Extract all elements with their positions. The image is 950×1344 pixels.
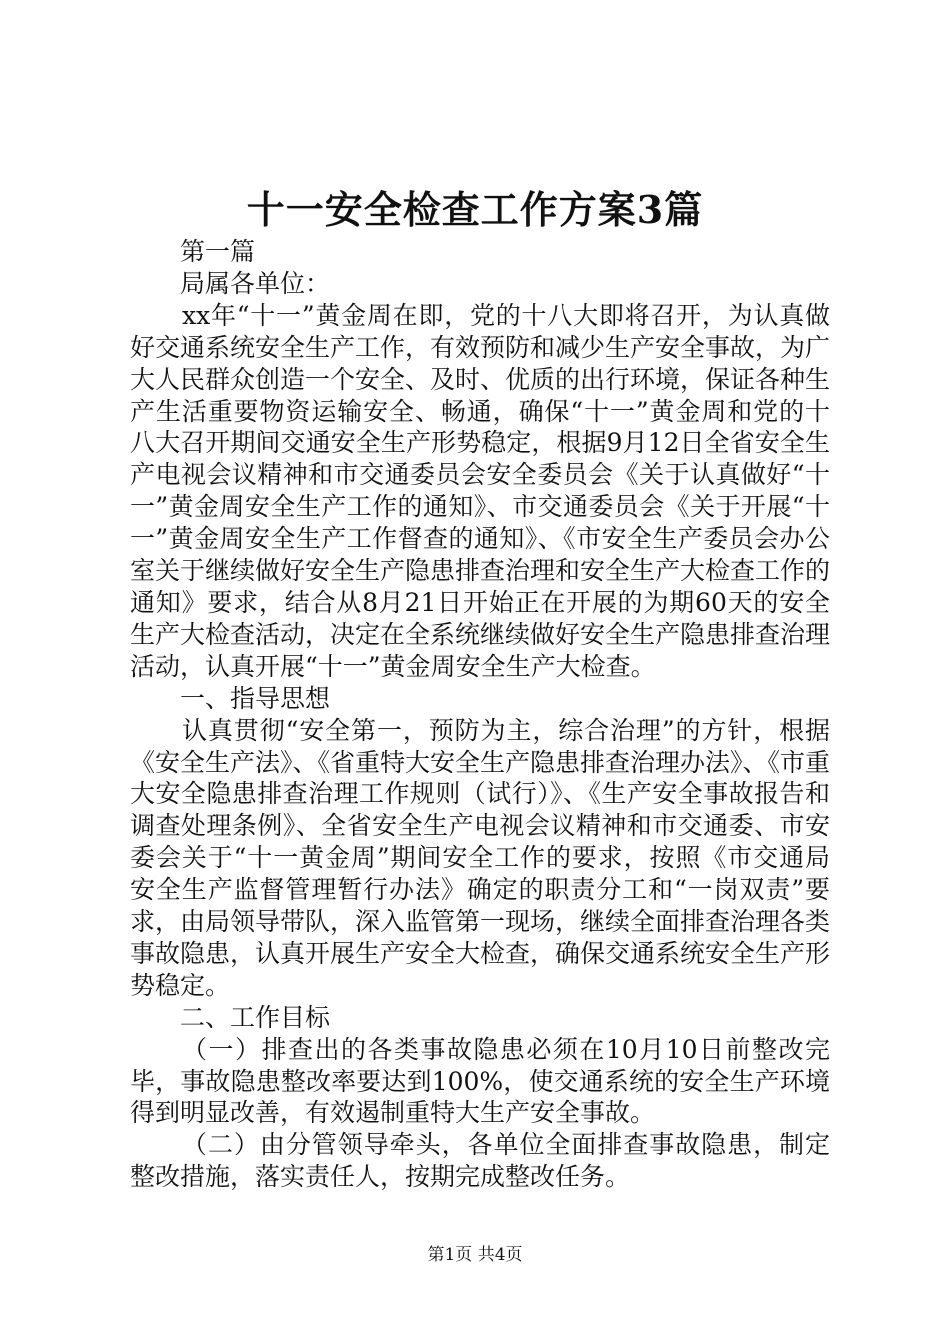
salutation: 局属各单位： [180,268,331,298]
body-paragraph: 认真贯彻“安全第一，预防为主，综合治理”的方针，根据《安全生产法》、《省重特大安全生产隐患排查治理办法》、《市重大安全隐患排查治理工作规则（试行）》、《生产安全事故报告和调查处理条例》、全省安全生产电视会议精神和市交通委、市安委会关于“十一黄金周”期间安全工作的要求，按照《市交通局安全生产监督管理暂行办法》确定的职责分工和“一岗双责”要求，由局领导带队，深入监管第一现场，继续全面排查治理各类事故隐患，认真开展生产安全大检查，确保交通系统安全生产形势稳定。 [130,715,831,1000]
body-paragraph: （二）由分管领导牵头，各单位全面排查事故隐患，制定整改措施，落实责任人，按期完成整改任务。 [130,1130,830,1192]
page-footer: 第1页 共4页 [427,1245,523,1265]
body-paragraph: （一）排查出的各类事故隐患必须在10月10日前整改完毕，事故隐患整改率要达到100%，使交通系统的安全生产环境得到明显改善，有效遏制重特大生产安全事故。 [130,1034,830,1128]
intro-paragraph: xx年“十一”黄金周在即，党的十八大即将召开，为认真做好交通系统安全生产工作，有效预防和减少生产安全事故，为广大人民群众创造一个安全、及时、优质的出行环境，保证各种生产生活重要物资运输安全、畅通，确保“十一”黄金周和党的十八大召开期间交通安全生产形势稳定，根据9月12日全省安全生产电视会议精神和市交通委员会安全委员会《关于认真做好“十一”黄金周安全生产工作的通知》、市交通委员会《关于开展“十一”黄金周安全生产工作督查的通知》、《市安全生产委员会办公室关于继续做好安全生产隐患排查治理和安全生产大检查工作的通知》要求，结合从8月21日开始正在开展的为期60天的安全生产大检查活动，决定在全系统继续做好安全生产隐患排查治理活动，认真开展“十一”黄金周安全生产大检查。 [130,300,831,681]
section-heading: 一、指导思想 [180,683,331,713]
document-title: 十一安全检查工作方案3篇 [246,187,704,232]
section-heading: 二、工作目标 [180,1002,331,1032]
document-body [130,236,830,1193]
section-heading: 第一篇 [180,237,256,266]
